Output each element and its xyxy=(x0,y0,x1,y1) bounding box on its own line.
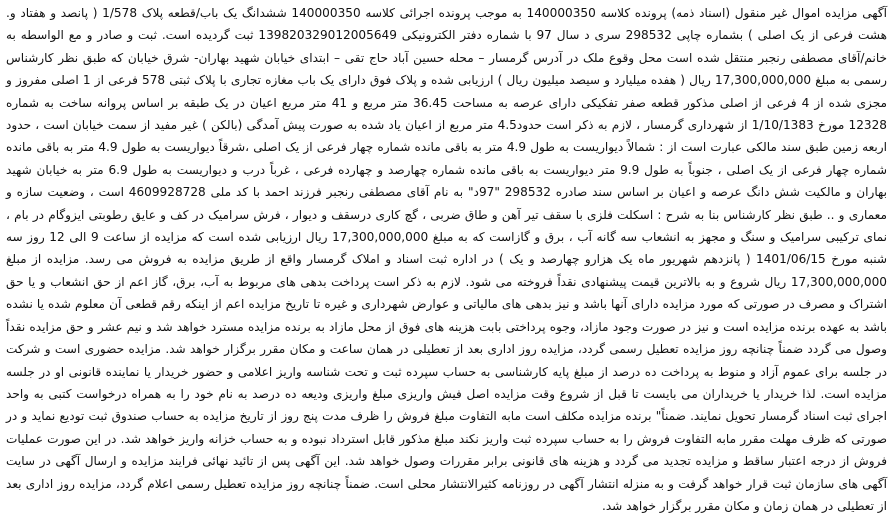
auction-notice-text: آگهی مزایده اموال غیر منقول (اسناد ذمه) پرونده کلاسه 140000350 به موجب پرونده اجرائی کلاسه 140000350 ششدانگ یک باب/قطعه پلاک 1/578 ( پانصد و هفتاد و. هشت فرعی از یک اصلی ) بشماره چاپی 298532 سری د سال 97 با شماره دفتر الکترونیکی 139820329012005649 ثبت گردیده است. ثبت و صادر و مع الواسطه به خانم/آقای مصطفی رنجبر منتقل شده است محل وقوع ملک در آدرس گرمسار – محله حسین آباد حاج تقی – ابتدای خیابان شهید بهاران- شرق خیابان که طبق نظر کارشناس رسمی به مبلغ 17,300,000,000 ریال ( هفده میلیارد و سیصد میلیون ریال ) ارزیابی شده و پلاک فوق دارای یک باب مغازه تجاری با پلاک ثبتی 578 فرعی از 1 اصلی مفروز و مجزی شده از 4 فرعی از اصلی مذکور قطعه صفر تفکیکی دارای عرصه به مساحت 36.45 متر مربع و 41 متر مربع اعیان در یک طبقه بر اساس پروانه ساخت به شماره 12328 مورخ 1/10/1383 از شهرداری گرمسار ، لازم به ذکر است حدود4.5 متر مربع از اعیان یاد شده به صورت پیش آمدگی (بالکن ) غیر مفید از سمت خیابان است ، حدود اربعه زمین طبق سند مالکی عبارت است از : شمالاً دیواریست به طول 4.9 متر به باقی مانده شماره چهار فرعی از یک اصلی ،شرقاً دیواریست به طول 4.9 متر به باقی مانده شماره چهار فرعی از یک اصلی ، جنوباً به طول 9.9 متر دیواریست به باقی مانده شماره چهارصد و چهارده فرعی ، غرباً درب و دیواریست به طول 6.9 متر به خیابان شهید بهاران و مالکیت شش دانگ عرصه و اعیان بر اساس سند صادره 298532 "97د" به نام آقای مصطفی رنجبر فرزند احمد با کد ملی 4609928728 است ، وضعیت سازه و معماری و .. طبق نظر کارشناس بنا به شرح : اسکلت فلزی با سقف تیر آهن و طاق ضربی ، گچ کاری درسقف و دیوار ، فرش سرامیک در کف و عایق رطوبتی ایزوگام در بام ، نمای ترکیبی سرامیک و سنگ و مجهز به انشعاب سه گانه آب ، برق و گازاست که به مبلغ 17,300,000,000 ریال ارزیابی شده است که مزایده از ساعت 9 الی 12 روز سه شنبه مورخ 1401/06/15 ( پانزدهم شهریور ماه یک هزارو چهارصد و یک ) در اداره ثبت اسناد و املاک گرمسار واقع از طریق مزایده به فروش می رسد. مزایده از مبلغ 17,300,000,000 ریال شروع و به بالاترین قیمت پیشنهادی نقداً فروخته می شود. لازم به ذکر است پرداخت بدهی های مربوط به آب، برق، گاز اعم از حق انشعاب و یا حق اشتراک و مصرف در صورتی که مورد مزایده دارای آنها باشد و نیز بدهی های مالیاتی و عوارض شهرداری و غیره تا تاریخ مزایده اعم از اینکه رقم قطعی آن معلوم شده یا نشده باشد به عهده برنده مزایده است و نیز در صورت وجود مازاد، وجوه پرداختی بابت هزینه های فوق از محل مازاد به برنده مزایده مسترد خواهد شد و نیم عشر و حق مزایده نقداً وصول می گردد ضمناً چنانچه روز مزایده تعطیل رسمی گردد، مزایده روز اداری بعد از تعطیلی در همان ساعت و مکان مقرر برگزار خواهد شد. مزایده حضوری است و شرکت در جلسه برای عموم آزاد و منوط به پرداخت ده درصد از مبلغ پایه کارشناسی به حساب سپرده ثبت و تحت شناسه واریز اعلامی و حضور خریدار یا نماینده قانونی او در جلسه مزایده است. لذا خریدار یا خریداران می بایست تا قبل از شروع وقت مزایده اصل فیش واریزی مبلغ واریزی ودیعه ده درصد به نام خود را به همراه درخواست کتبی به واحد اجرای ثبت اسناد گرمسار تحویل نمایند. ضمناً" برنده مزایده مکلف است مابه التفاوت مبلغ فروش را ظرف مدت پنج روز از تاریخ مزایده به حساب صندوق ثبت تودیع نماید و در صورتی که ظرف مهلت مقرر مابه التفاوت فروش را به حساب سپرده ثبت واریز نکند مبلغ مذکور قابل استرداد نبوده و به حساب خزانه واریز خواهد شد. در این صورت عملیات فروش از درجه اعتبار ساقط و مزایده تجدید می گردد و هزینه های قانونی برابر مقررات وصول خواهد شد. این آگهی پس از تائید نهائی فرایند مزایده و ارسال آگهی در سایت آگهی های سازمان ثبت قرار خواهد گرفت و به منزله انتشار آگهی در روزنامه کثیرالانتشار محلی است. ضمناً چنانچه روز مزایده تعطیل رسمی اعلام گردد، مزایده روز اداری بعد از تعطیلی در همان زمان و مکان مقرر برگزار خواهد شد. xyxy=(6,6,888,513)
